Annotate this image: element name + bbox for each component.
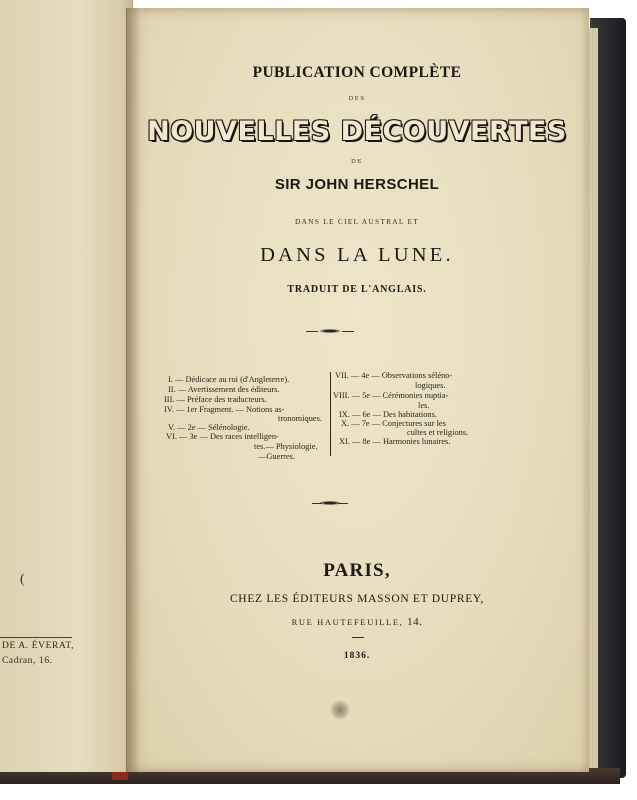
contents-item: logiques. (415, 381, 446, 390)
contents-item: IX. — 6e — Des habitations. (339, 410, 437, 419)
left-page (0, 0, 133, 772)
publication-year: 1836. (343, 651, 371, 661)
subtitle-lune: DANS LA LUNE. (260, 244, 454, 266)
ornament-rule-bottom (312, 502, 348, 506)
de-word: DE (351, 158, 363, 165)
address-number: 14. (407, 616, 423, 628)
contents-item: X. — 7e — Conjectures sur les (341, 419, 446, 428)
publisher-line: CHEZ LES ÉDITEURS MASSON ET DUPREY, (229, 593, 485, 605)
main-title: NOUVELLES DÉCOUVERTES (147, 116, 567, 147)
contents-item: VIII. — 5e — Cérémonies nuptia- (333, 391, 449, 400)
contents-item: XI. — 8e — Harmonies lunaires. (339, 437, 451, 446)
author-name: SIR JOHN HERSCHEL (274, 176, 440, 193)
printer-address-line: Cadran, 16. (2, 656, 53, 666)
translation-note: TRADUIT DE L'ANGLAIS. (287, 284, 427, 295)
des-word: DES (348, 95, 366, 102)
left-page-rule (0, 637, 72, 638)
contents-item: tes.— Physiologie. (254, 442, 318, 451)
year-rule (352, 637, 364, 638)
contents-item: III. — Préface des traducteurs. (164, 395, 267, 404)
contents-item: VII. — 4e — Observations séléno- (335, 371, 453, 380)
address-street: RUE HAUTEFEUILLE, (291, 617, 404, 627)
subtitle-ciel: DANS LE CIEL AUSTRAL ET (294, 217, 420, 226)
contents-item: —Guerres. (258, 452, 295, 461)
left-page-mark: ( (20, 572, 25, 587)
printer-line: DE A. ÉVERAT, (2, 641, 75, 651)
address-line (126, 616, 588, 628)
publication-heading: PUBLICATION COMPLÈTE (252, 64, 462, 81)
contents-item: les. (418, 401, 430, 410)
contents-divider (330, 372, 331, 456)
city: PARIS, (323, 560, 391, 581)
ornament-rule-top (306, 330, 354, 334)
contents-item: I. — Dédicace au roi (d'Angleterre). (168, 375, 290, 384)
contents-item: V. — 2e — Sélénologie. (168, 423, 250, 432)
contents-item: II. — Avertissement des éditeurs. (168, 385, 280, 394)
contents-item: IV. — 1er Fragment. — Notions as- (164, 405, 285, 414)
contents-item: tronomiques. (278, 414, 322, 423)
contents-item: cultes et religions. (407, 428, 469, 437)
contents-item: VI. — 3e — Des races intelligen- (166, 432, 279, 441)
paper-stain (330, 700, 350, 720)
